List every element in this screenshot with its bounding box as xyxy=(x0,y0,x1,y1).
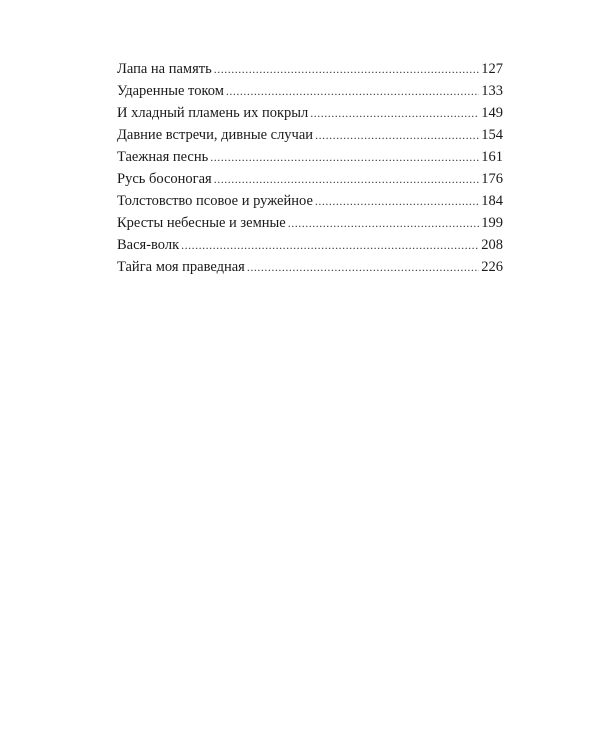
dot-leader xyxy=(247,256,479,278)
toc-entry-page: 184 xyxy=(481,193,503,209)
toc-entry-page: 208 xyxy=(481,237,503,253)
toc-entry-title: Ударенные током xyxy=(117,83,224,99)
toc-entry-page: 154 xyxy=(481,127,503,143)
toc-entry-page: 149 xyxy=(481,105,503,121)
toc-entry-title: Лапа на память xyxy=(117,61,212,77)
dot-leader xyxy=(214,58,480,80)
table-of-contents xyxy=(117,58,503,278)
toc-entry-page: 133 xyxy=(481,83,503,99)
toc-entry[interactable] xyxy=(117,102,503,124)
toc-entry-title: И хладный пламень их покрыл xyxy=(117,105,309,121)
toc-entry-page: 199 xyxy=(481,215,503,231)
toc-entry[interactable] xyxy=(117,256,503,278)
toc-entry[interactable] xyxy=(117,190,503,212)
toc-entry[interactable] xyxy=(117,168,503,190)
toc-entry[interactable] xyxy=(117,234,503,256)
toc-entry[interactable] xyxy=(117,146,503,168)
dot-leader xyxy=(214,168,480,190)
toc-entry-page: 161 xyxy=(481,149,503,165)
toc-entry[interactable] xyxy=(117,80,503,102)
toc-entry[interactable] xyxy=(117,212,503,234)
toc-entry-title: Русь босоногая xyxy=(117,171,212,187)
toc-entry[interactable] xyxy=(117,58,503,80)
dot-leader xyxy=(288,212,480,234)
toc-entry-title: Кресты небесные и земные xyxy=(117,215,286,231)
dot-leader xyxy=(226,80,479,102)
dot-leader xyxy=(181,234,479,256)
toc-entry-title: Давние встречи, дивные случаи xyxy=(117,127,314,143)
toc-entry-title: Тайга моя праведная xyxy=(117,259,245,275)
toc-entry-title: Толстовство псовое и ружейное xyxy=(117,193,313,209)
dot-leader xyxy=(310,102,479,124)
dot-leader xyxy=(210,146,479,168)
toc-entry-page: 176 xyxy=(481,171,503,187)
toc-entry[interactable] xyxy=(117,124,503,146)
dot-leader xyxy=(315,190,479,212)
dot-leader xyxy=(315,124,479,146)
toc-entry-page: 127 xyxy=(481,61,503,77)
toc-entry-title: Вася-волк xyxy=(117,237,180,253)
toc-entry-page: 226 xyxy=(481,259,503,275)
toc-entry-title: Таежная песнь xyxy=(117,149,209,165)
